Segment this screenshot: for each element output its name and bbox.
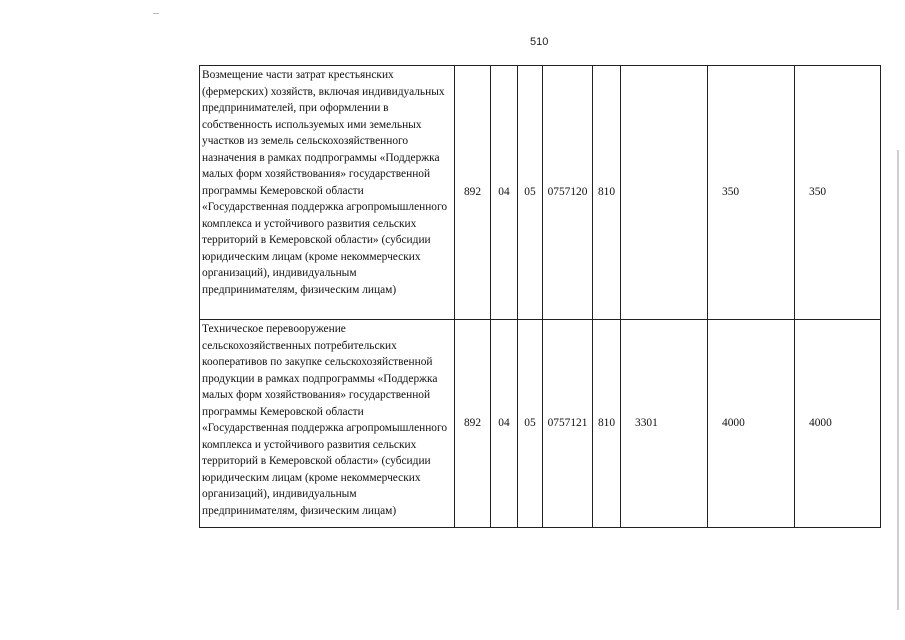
table-row (200, 320, 881, 528)
table-row (200, 66, 881, 320)
amount-year-1: 3301 (621, 320, 708, 528)
ministry-code: 892 (455, 66, 491, 320)
amount-year-1 (621, 66, 708, 320)
row-description: Техническое перевооружение сельскохозяйственных потребительских кооперативов по закупке сельскохозяйственной продукции в рамках подпрограммы «Поддержка малых форм хозяйствования» государственной программы Кемеровской области «Государственная поддержка агропромышленного комплекса и устойчивого развития сельских территорий в Кемеровской области» (субсидии юридическим лицам (кроме некоммерческих организаций), индивидуальным предпринимателям, физическим лицам) (200, 320, 455, 528)
amount-year-3: 350 (795, 66, 881, 320)
row-description: Возмещение части затрат крестьянских (фермерских) хозяйств, включая индивидуальных предпринимателей, при оформлении в собственность используемых ими земельных участков из земель сельскохозяйственного назначения в рамках подпрограммы «Поддержка малых форм хозяйствования» государственной программы Кемеровской области «Государственная поддержка агропромышленного комплекса и устойчивого развития сельских территорий в Кемеровской области» (субсидии юридическим лицам (кроме некоммерческих организаций), индивидуальным предпринимателям, физическим лицам) (200, 66, 455, 320)
amount-year-2: 4000 (708, 320, 795, 528)
budget-table (199, 65, 881, 528)
target-article-code: 0757120 (543, 66, 593, 320)
expense-type-code: 810 (593, 66, 621, 320)
section-code: 04 (491, 320, 518, 528)
page-number: 510 (530, 36, 549, 48)
target-article-code: 0757121 (543, 320, 593, 528)
section-code: 04 (491, 66, 518, 320)
scan-edge (897, 150, 899, 610)
ministry-code: 892 (455, 320, 491, 528)
amount-year-3: 4000 (795, 320, 881, 528)
amount-year-2: 350 (708, 66, 795, 320)
subsection-code: 05 (518, 66, 543, 320)
expense-type-code: 810 (593, 320, 621, 528)
subsection-code: 05 (518, 320, 543, 528)
scan-mark (153, 13, 159, 14)
